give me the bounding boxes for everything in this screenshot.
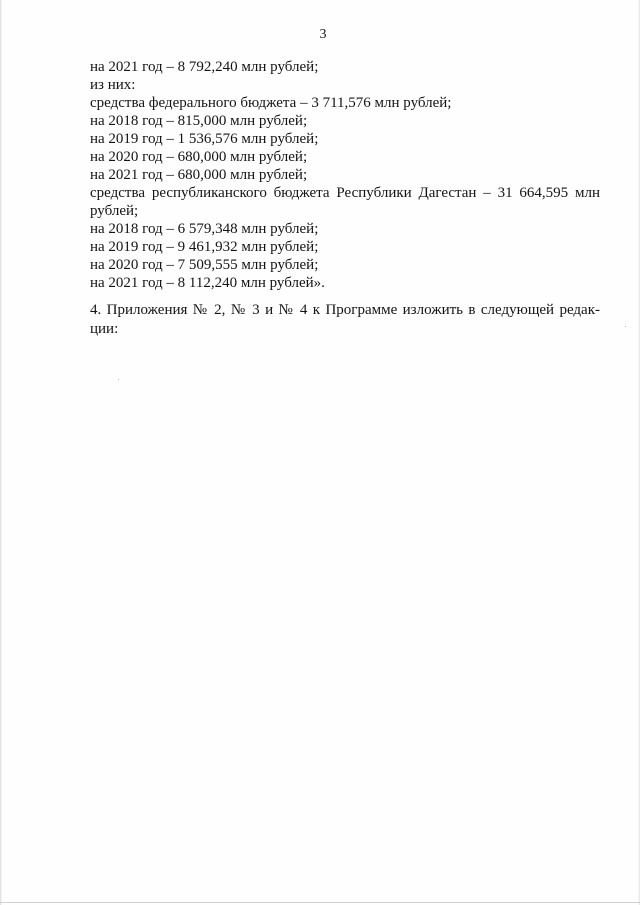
funding-line: на 2021 год – 680,000 млн рублей; <box>90 167 308 183</box>
scan-speck <box>118 379 119 380</box>
funding-line: средства республиканского бюджета Республики Дагестан – 31 664,595 млн <box>90 185 600 201</box>
funding-line: на 2019 год – 1 536,576 млн рублей; <box>90 131 319 147</box>
funding-line: на 2021 год – 8 792,240 млн рублей; <box>90 59 319 75</box>
page-number: 3 <box>319 27 327 42</box>
funding-line: на 2018 год – 6 579,348 млн рублей; <box>90 221 319 237</box>
item-4-line: ции: <box>90 321 119 337</box>
item-4-line: 4. Приложения № 2, № 3 и № 4 к Программе изложить в следующей редак- <box>90 302 600 318</box>
funding-line: на 2020 год – 7 509,555 млн рублей; <box>90 257 319 273</box>
funding-line: на 2018 год – 815,000 млн рублей; <box>90 113 308 129</box>
scan-speck <box>625 326 626 327</box>
funding-text-block <box>90 58 600 292</box>
item-4-paragraph <box>90 301 600 339</box>
funding-line: средства федерального бюджета – 3 711,576 млн рублей; <box>90 95 452 111</box>
funding-line: рублей; <box>90 203 139 219</box>
funding-line: на 2020 год – 680,000 млн рублей; <box>90 149 308 165</box>
funding-line: из них: <box>90 77 136 93</box>
scan-line-bottom <box>0 902 640 903</box>
funding-line: на 2021 год – 8 112,240 млн рублей». <box>90 275 325 291</box>
funding-line: на 2019 год – 9 461,932 млн рублей; <box>90 239 319 255</box>
scan-edge-left <box>0 0 2 905</box>
